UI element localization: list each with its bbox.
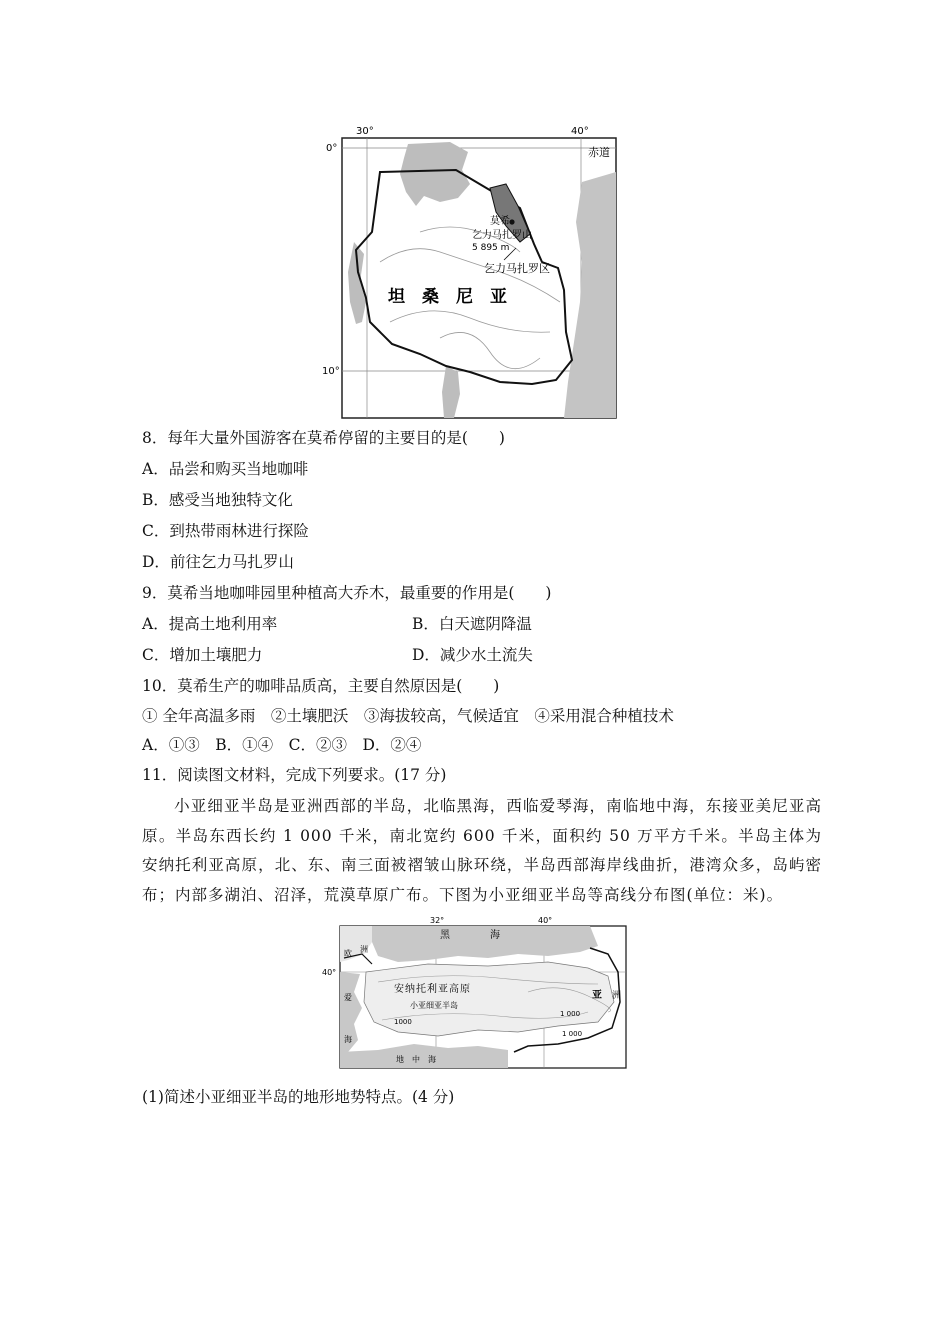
aegean-label-2: 海 [344, 1035, 352, 1044]
q8-option-c: C．到热带雨林进行探险 [142, 522, 309, 540]
lon-32-label: 32° [430, 916, 445, 925]
equator-label: 赤道 [588, 146, 610, 159]
lat-40-label: 40° [322, 968, 337, 977]
q8-option-b: B．感受当地独特文化 [142, 491, 293, 509]
moshi-label: 莫希 [490, 216, 510, 227]
black-sea-label-2: 海 [490, 930, 500, 941]
lat-10-label: 10° [322, 366, 340, 377]
med-label-1: 地 [396, 1055, 404, 1064]
tanzania-map [320, 122, 620, 420]
med-label-2: 中 [412, 1055, 420, 1064]
q11-stem: 11．阅读图文材料，完成下列要求。(17 分) [142, 766, 447, 784]
elevation-label: 5 895 m [472, 243, 510, 253]
lon-30-label: 30° [356, 126, 374, 137]
q10-items: ① 全年高温多雨 ②土壤肥沃 ③海拔较高，气候适宜 ④采用混合种植技术 [142, 707, 674, 725]
europe-label-2: 洲 [360, 945, 368, 954]
anatolia-map [318, 912, 630, 1072]
q8-option-d: D．前往乞力马扎罗山 [142, 553, 294, 571]
moshi-marker [509, 219, 514, 224]
q9-stem: 9．莫希当地咖啡园里种植高大乔木，最重要的作用是( ) [142, 584, 552, 602]
q9-option-a: A．提高土地利用率 [142, 615, 278, 633]
med-label-3: 海 [428, 1055, 436, 1064]
aegean-label-1: 爱 [344, 993, 352, 1002]
asia-label-1: 亚 [592, 990, 602, 1001]
kilimanjaro-region-label: 乞力马扎罗区 [484, 262, 550, 275]
q8-option-a: A．品尝和购买当地咖啡 [142, 460, 309, 478]
plateau-label: 安纳托利亚高原 [394, 984, 471, 995]
contour-label-1000: 1000 [394, 1018, 412, 1026]
q10-options: A．①③ B．①④ C．②③ D．②④ [142, 736, 422, 754]
contour-label-1000: 1 000 [562, 1030, 583, 1038]
kilimanjaro-label: 乞力马扎罗山 [472, 230, 532, 241]
q11-sub1: (1)简述小亚细亚半岛的地形地势特点。(4 分) [142, 1088, 455, 1106]
contour-label-1000: 1 000 [560, 1010, 581, 1018]
q9-option-d: D．减少水土流失 [412, 646, 533, 664]
q10-stem: 10．莫希生产的咖啡品质高，主要自然原因是( ) [142, 677, 500, 695]
q8-stem: 8．每年大量外国游客在莫希停留的主要目的是( ) [142, 429, 505, 447]
country-label: 坦 桑 尼 亚 [388, 287, 507, 307]
q9-option-c: C．增加土壤肥力 [142, 646, 263, 664]
lon-40-label: 40° [571, 126, 589, 137]
black-sea-label-1: 黑 [440, 930, 450, 941]
europe-label-1: 欧 [344, 949, 352, 958]
q11-passage [142, 792, 822, 910]
asia-label-2: 洲 [612, 991, 622, 1001]
lon-40-label: 40° [538, 916, 553, 925]
peninsula-label: 小亚细亚半岛 [410, 1001, 458, 1010]
q9-option-b: B．白天遮阴降温 [412, 615, 532, 633]
lat-0-label: 0° [326, 143, 338, 154]
q11-passage-text: 小亚细亚半岛是亚洲西部的半岛，北临黑海，西临爱琴海，南临地中海，东接亚美尼亚高原。半岛东西长约 1 000 千米，南北宽约 600 千米，面积约 50 万平方千米。半岛主体为安纳托利亚高原，北、东、南三面被褶皱山脉环绕，半岛西部海岸线曲折，港湾众多，岛屿密布；内部多湖泊、沼泽，荒漠草原广布。下图为小亚细亚半岛等高线分布图(单位：米)。 [142, 797, 822, 904]
